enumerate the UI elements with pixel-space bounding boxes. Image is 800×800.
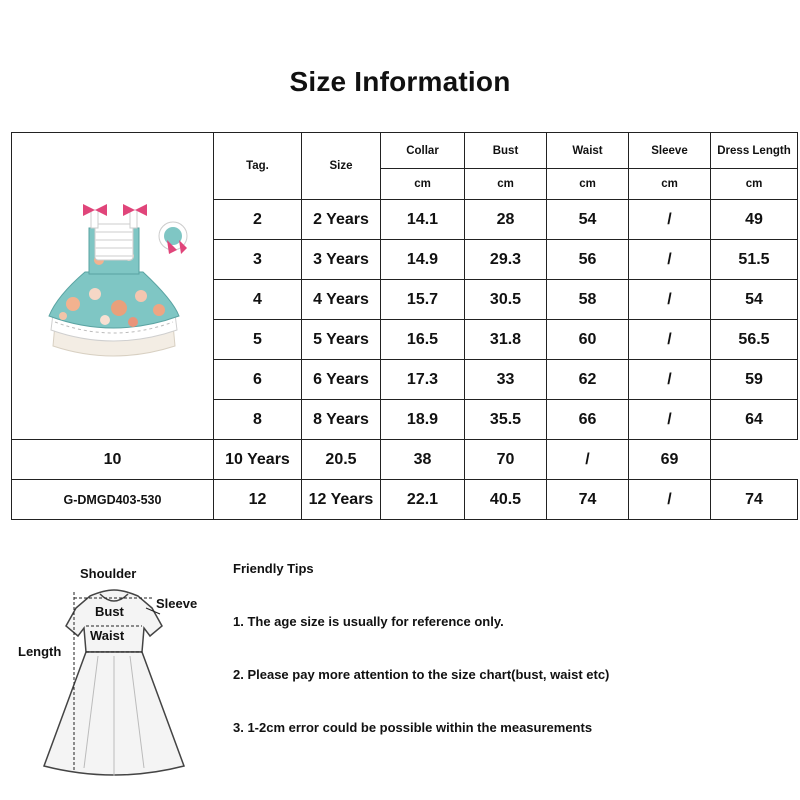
tips-title: Friendly Tips: [233, 561, 314, 576]
header-collar: Collar: [381, 133, 465, 169]
dress-outline-icon: [14, 556, 214, 796]
header-waist: Waist: [547, 133, 629, 169]
cell-length: 74: [711, 480, 798, 520]
cell-length: 69: [629, 440, 711, 480]
dress-image-cell: [12, 133, 214, 440]
cell-bust: 35.5: [465, 400, 547, 440]
cell-waist: 56: [547, 240, 629, 280]
label-bust: Bust: [95, 604, 124, 619]
header-row: [12, 133, 798, 169]
unit-collar: cm: [381, 169, 465, 200]
cell-tag: 2: [214, 200, 302, 240]
cell-size: 8 Years: [302, 400, 381, 440]
table-row: [12, 440, 798, 480]
label-waist: Waist: [90, 628, 125, 643]
tip-item: 1. The age size is usually for reference only.: [233, 614, 504, 629]
header-sleeve: Sleeve: [629, 133, 711, 169]
cell-tag: 12: [214, 480, 302, 520]
cell-sleeve: /: [629, 240, 711, 280]
cell-bust: 38: [381, 440, 465, 480]
cell-tag: 6: [214, 360, 302, 400]
measurement-diagram: [14, 556, 214, 796]
header-tag: Tag.: [214, 133, 302, 200]
cell-tag: 10: [12, 440, 214, 480]
cell-size: 12 Years: [302, 480, 381, 520]
header-bust: Bust: [465, 133, 547, 169]
size-table: [11, 132, 798, 520]
cell-tag: 8: [214, 400, 302, 440]
cell-waist: 60: [547, 320, 629, 360]
cell-bust: 29.3: [465, 240, 547, 280]
product-code: G-DMGD403-530: [12, 480, 214, 520]
cell-bust: 30.5: [465, 280, 547, 320]
page-title: Size Information: [289, 66, 511, 97]
dress-product-image: [33, 196, 193, 376]
cell-waist: 62: [547, 360, 629, 400]
cell-size: 6 Years: [302, 360, 381, 400]
cell-collar: 20.5: [302, 440, 381, 480]
cell-bust: 31.8: [465, 320, 547, 360]
cell-length: 56.5: [711, 320, 798, 360]
cell-collar: 22.1: [381, 480, 465, 520]
cell-sleeve: /: [547, 440, 629, 480]
unit-dress-length: cm: [711, 169, 798, 200]
label-shoulder: Shoulder: [80, 566, 137, 581]
unit-bust: cm: [465, 169, 547, 200]
cell-size: 3 Years: [302, 240, 381, 280]
cell-collar: 15.7: [381, 280, 465, 320]
cell-waist: 74: [547, 480, 629, 520]
cell-collar: 14.1: [381, 200, 465, 240]
cell-tag: 5: [214, 320, 302, 360]
cell-bust: 33: [465, 360, 547, 400]
cell-length: 54: [711, 280, 798, 320]
cell-tag: 4: [214, 280, 302, 320]
cell-size: 5 Years: [302, 320, 381, 360]
label-sleeve: Sleeve: [156, 596, 198, 611]
cell-size: 4 Years: [302, 280, 381, 320]
table-row: [12, 480, 798, 520]
cell-sleeve: /: [629, 200, 711, 240]
cell-length: 49: [711, 200, 798, 240]
unit-sleeve: cm: [629, 169, 711, 200]
cell-sleeve: /: [629, 320, 711, 360]
cell-bust: 40.5: [465, 480, 547, 520]
unit-waist: cm: [547, 169, 629, 200]
cell-collar: 18.9: [381, 400, 465, 440]
cell-sleeve: /: [629, 360, 711, 400]
cell-waist: 70: [465, 440, 547, 480]
tip-item: 3. 1-2cm error could be possible within the measurements: [233, 720, 593, 735]
cell-collar: 14.9: [381, 240, 465, 280]
cell-sleeve: /: [629, 400, 711, 440]
tip-item: 2. Please pay more attention to the size chart(bust, waist etc): [233, 667, 610, 682]
cell-length: 64: [711, 400, 798, 440]
cell-collar: 16.5: [381, 320, 465, 360]
cell-size: 2 Years: [302, 200, 381, 240]
cell-bust: 28: [465, 200, 547, 240]
cell-length: 51.5: [711, 240, 798, 280]
cell-length: 59: [711, 360, 798, 400]
cell-sleeve: /: [629, 480, 711, 520]
cell-collar: 17.3: [381, 360, 465, 400]
cell-tag: 3: [214, 240, 302, 280]
cell-waist: 66: [547, 400, 629, 440]
cell-waist: 58: [547, 280, 629, 320]
header-size: Size: [302, 133, 381, 200]
cell-sleeve: /: [629, 280, 711, 320]
cell-size: 10 Years: [214, 440, 302, 480]
header-dress-length: Dress Length: [711, 133, 798, 169]
label-length: Length: [18, 644, 62, 659]
cell-waist: 54: [547, 200, 629, 240]
